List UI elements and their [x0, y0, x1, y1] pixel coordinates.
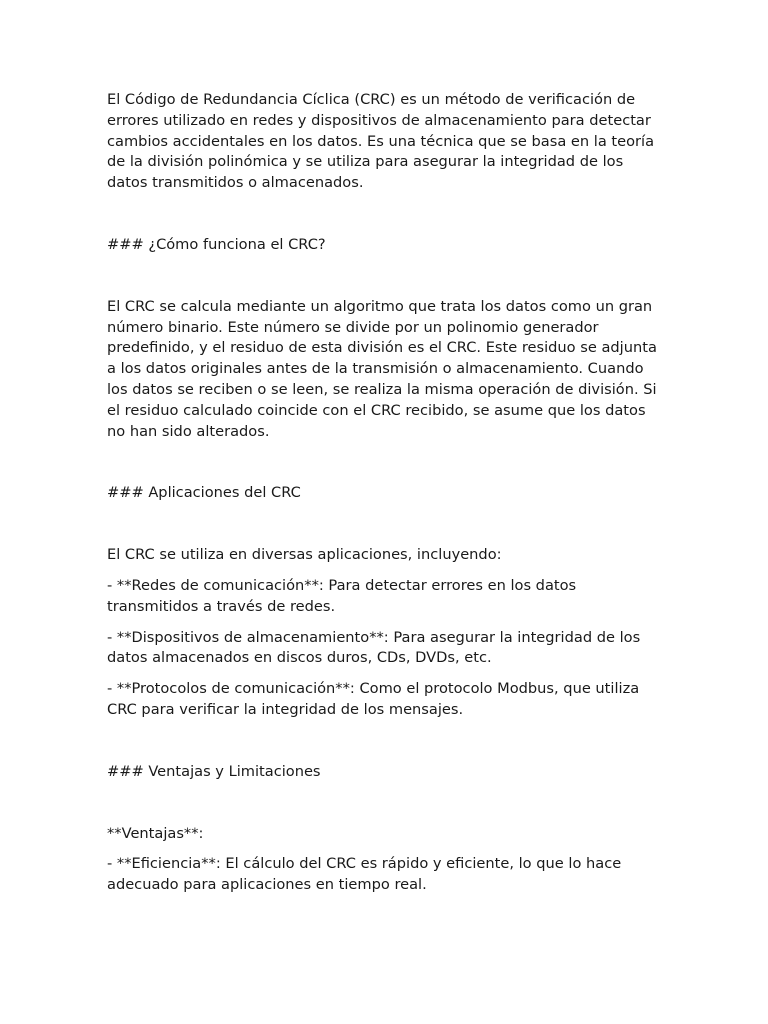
advantages-label: **Ventajas**:	[107, 824, 204, 842]
applications-intro: El CRC se utiliza en diversas aplicaciones, incluyendo:	[107, 546, 502, 564]
list-item-efficiency: - **Eficiencia**: El cálculo del CRC es rápido y eficiente, lo que lo hace adecuado para aplicaciones en tiempo real.	[107, 855, 622, 894]
heading-advantages-limitations: ### Ventajas y Limitaciones	[107, 762, 321, 780]
intro-paragraph: El Código de Redundancia Cíclica (CRC) es un método de verificación de errores utilizado en redes y dispositivos de almacenamiento para detectar cambios accidentales en los datos. Es una técnica que se basa en la teoría de la división polinómica y se utiliza para asegurar la integridad de los datos transmitidos o almacenados.	[107, 91, 655, 192]
list-item-protocols: - **Protocolos de comunicación**: Como el protocolo Modbus, que utiliza CRC para verificar la integridad de los mensajes.	[107, 680, 640, 718]
how-it-works-paragraph: El CRC se calcula mediante un algoritmo que trata los datos como un gran número binario. Este número se divide por un polinomio generador predefinido, y el residuo de esta división es el CRC. Este residuo se adjunta a los datos originales antes de la transmisión o almacenamiento. Cuando los datos se reciben o se leen, se realiza la misma operación de división. Si el residuo calculado coincide con el CRC recibido, se asume que los datos no han sido alterados.	[107, 297, 657, 440]
document-body	[107, 90, 667, 896]
heading-how-it-works: ### ¿Cómo funciona el CRC?	[107, 235, 326, 253]
list-item-storage: - **Dispositivos de almacenamiento**: Para asegurar la integridad de los datos almacenados en discos duros, CDs, DVDs, etc.	[107, 628, 641, 667]
heading-applications: ### Aplicaciones del CRC	[107, 484, 301, 502]
list-item-networks: - **Redes de comunicación**: Para detectar errores en los datos transmitidos a través de redes.	[107, 576, 577, 615]
